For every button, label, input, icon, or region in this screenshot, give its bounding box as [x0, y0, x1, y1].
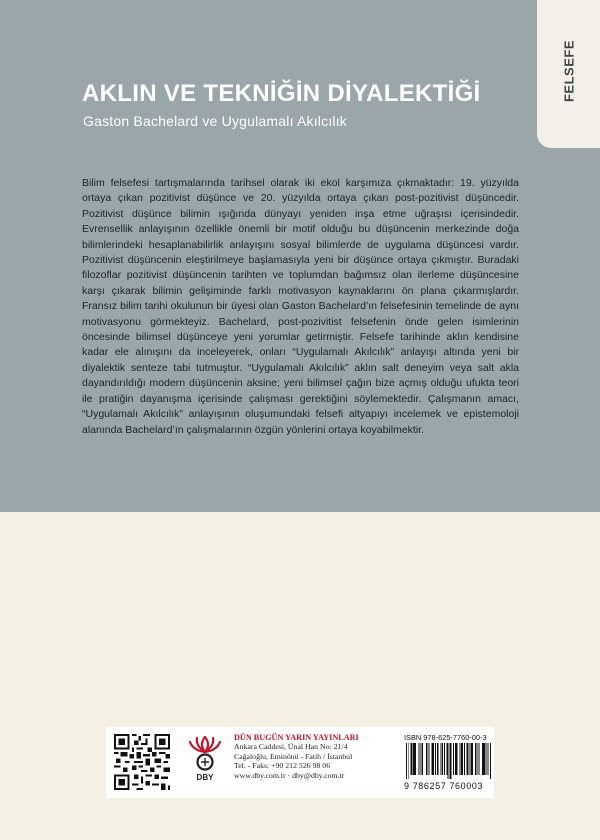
publisher-logo-text: DBY [196, 773, 214, 782]
publisher-name: DÜN BUGÜN YARIN YAYINLARI [234, 733, 359, 742]
barcode-number: 9 786257 760003 [404, 781, 484, 791]
book-subtitle: Gaston Bachelard ve Uygulamalı Akılcılık [83, 113, 348, 129]
back-cover-blurb: Bilim felsefesi tartışmalarında tarihsel olarak iki ekol karşımıza çıkmaktadır: 19. yüzyılda ortaya çıkan pozitivist düşünce ve 20. yüzyılda ortaya çıkan post-pozitivist düşüncedir. Pozitivist düşünce bilimin ışığında dünyayı yeniden inşa etme uğraşısı içerisindedir. Evrensellik anlayışının özellikle önemli bir motif olduğu bu düşüncenin merkezinde doğa bilimlerindeki hesaplanabilirlik anlayışını sosyal bilimlerde de uygulama düşüncesi vardır. Pozitivist düşüncenin eleştirilmeye başlamasıyla yeni bir düşünce ortaya çıkmıştır. Buradaki filozoflar pozitivist düşüncenin tarihten ve toplumdan bağımsız olan ilerleme düşüncesine karşı çıkarak bilimin gelişiminde farklı motivasyon kaynaklarını ön plana çıkarmışlardır. Fransız bilim tarihi okulunun bir üyesi olan Gaston Bachelard’ın felsefesinin temelinde de aynı motivasyonu görmekteyiz. Bachelard, post-pozivitist felsefenin önde gelen isimlerinin öncesinde bilimsel düşünceye yeni yorumlar getirmiştir. Felsefe tarihinde aklın kendisine kadar ele alınışını da inceleyerek, onları “Uygulamalı Akılcılık” anlayışı altında yeni bir diyalektik senteze tabi tutmuştur. “Uygulamalı Akılcılık” aklın salt deneyim veya salt akla dayandırıldığı modern düşüncenin aksine; yeni bilimsel çağın bize açmış olduğu ufukta teori ile pratiğin dayanışma içerisinde çalışması gerektiğini söylemektedir. Çalışmanın amacı, “Uygulamalı Akılcılık” anlayışının oluşumundaki felsefi altyapıyı incelemek ve epistemoloji alanında Bachelard’ın çalışmalarının özgün yönlerini ortaya koyabilmektir. [82, 177, 519, 436]
isbn-label: ISBN 978-625-7760-00-3 [404, 733, 487, 742]
qr-code-icon [114, 734, 170, 790]
publisher-details [234, 733, 410, 780]
publisher-address-line-2: Cağaloğlu, Eminönü - Fatih / İstanbul [234, 751, 353, 761]
publisher-logo-icon [188, 736, 222, 782]
category-tab-label-wrap [549, 6, 589, 136]
publisher-web-email: www.dby.com.tr · dby@dby.com.tr [234, 770, 345, 780]
book-title: AKLIN VE TEKNİĞİN DİYALEKTİĞİ [82, 80, 481, 107]
category-label: FELSEFE [561, 39, 577, 103]
publisher-address-line-1: Ankara Caddesi, Ünal Han No: 21/4 [234, 742, 348, 752]
publisher-phone: Tel. - Faks: +90 212 526 98 06 [234, 761, 331, 771]
isbn-barcode-icon [406, 743, 492, 779]
